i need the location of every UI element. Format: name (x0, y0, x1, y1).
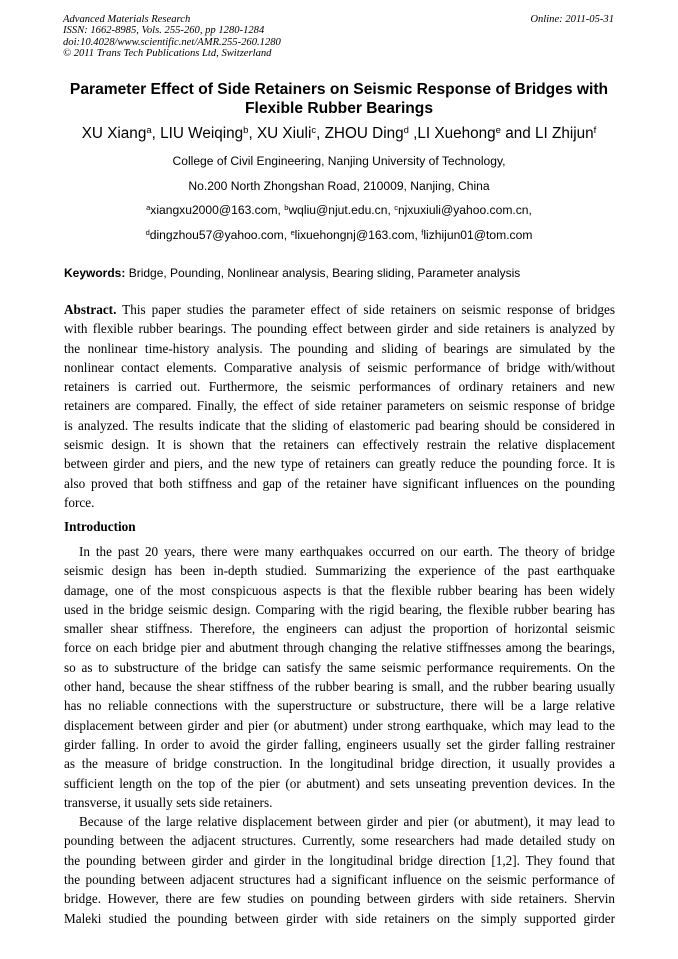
issn-line: ISSN: 1662-8985, Vols. 255-260, pp 1280-1284 (63, 25, 265, 37)
abstract-line: Abstract. This paper studies the parameter effect of side retainers on seismic response of bridges (64, 302, 615, 317)
journal-info-header (63, 14, 281, 60)
intro-line: so as to substructure of the bridge can satisfy the same seismic performance requirements. On the (64, 659, 615, 675)
email-link: xiangxu2000@163.com (150, 203, 278, 217)
author-affil-mark: a (146, 124, 152, 136)
abstract-line: retainers are compared. Finally, the effect of side retainer parameters on seismic response of bridge (64, 398, 615, 414)
intro-line: Because of the large relative displacement between girder and pier (or abutment), it may lead to (79, 814, 615, 830)
email-link: lizhijun01@tom.com (423, 228, 533, 242)
doi-line: doi:10.4028/www.scientific.net/AMR.255-260.1280 (63, 36, 281, 48)
email-link: lixuehongnj@163.com (294, 228, 415, 242)
email-line-1: $^a$xiangxu2000@163.com, $^b$wqliu@njut.edu.cn, $^c$njxuxiuli@yahoo.com.cn, (146, 202, 532, 217)
author-affil-mark: b (243, 124, 249, 136)
email-link: dingzhou57@yahoo.com (149, 228, 284, 242)
intro-line: bridge. However, there are few studies on pounding between girders with side retainers. Shervin (64, 891, 615, 907)
affiliation-line-1: College of Civil Engineering, Nanjing University of Technology, (172, 154, 506, 168)
intro-line: In the past 20 years, there were many earthquakes occurred on our earth. The theory of bridge (79, 544, 615, 559)
intro-line: seismic design has been in-depth studied. Summarizing the experience of the past earthquake (64, 563, 615, 579)
abstract-line: retainers is carried out. Furthermore, the seismic performances of ordinary retainers and new (64, 379, 615, 395)
intro-line: damage, one of the most conspicuous aspects is that the flexible rubber bearing has been widely (64, 582, 615, 598)
intro-line: sufficient length on the top of the pier (or abutment) and sets unseating prevention devices. In the (64, 775, 615, 791)
author: LIU Weiqing$^b$, (160, 124, 257, 142)
keywords (64, 266, 520, 280)
intro-line: the pounding between girder and girder in the longitudinal bridge direction [1,2]. They found that (64, 852, 615, 868)
author: LI Zhijun$^f$ (534, 124, 597, 142)
author-affil-mark: f (593, 124, 597, 136)
author-affil-mark: e (495, 124, 501, 136)
abstract-line: is analyzed. The results indicate that the sliding of elastomeric pad bearing should be considered in (64, 417, 615, 433)
introduction-body (64, 542, 615, 928)
keywords-list: Bridge, Pounding, Nonlinear analysis, Bearing sliding, Parameter analysis (125, 266, 521, 280)
abstract (64, 300, 615, 512)
email-link: njxuxiuli@yahoo.com.cn (397, 203, 529, 217)
intro-line: used in the bridge seismic design. Comparing with the rigid bearing, the flexible rubber bearing has (64, 601, 615, 617)
author: ZHOU Ding$^d$ , (324, 124, 418, 142)
abstract-line: force. (64, 494, 95, 510)
title-line-1: Parameter Effect of Side Retainers on Seismic Response of Bridges with (69, 81, 609, 98)
intro-line: pounding between the adjacent structures. Currently, some researchers had made detailed study on (64, 833, 615, 849)
abstract-label: Abstract. (64, 302, 117, 317)
intro-line: the pounding between adjacent structures had a significant influence on the seismic performance of (64, 872, 615, 888)
abstract-line: nonlinear contact elements. Comparative analysis of seismic performance of bridge with/without (64, 359, 615, 375)
intro-line: force on each bridge pier and abutment through changing the relative stiffnesses among the bearings, (64, 640, 615, 656)
intro-line: transverse, it usually sets side retainers. (64, 794, 273, 810)
author-list (30, 125, 648, 143)
abstract-line: also proved that both stiffness and gap of the retainer have significant influences on the pounding (64, 475, 615, 491)
section-heading-introduction: Introduction (64, 519, 136, 534)
abstract-line: the nonlinear time-history analysis. The pounding and sliding of bearings are simulated by the (64, 340, 615, 356)
email-link: wqliu@njut.edu.cn (288, 203, 388, 217)
journal-name: Advanced Materials Research (63, 14, 191, 25)
author-affil-mark: c (311, 124, 317, 136)
author-affil-mark: d (403, 124, 409, 136)
intro-line: Maleki studied the pounding between girder with side retainers on the simply supported girder (64, 910, 615, 926)
author: LI Xuehong$^e$ and (417, 124, 535, 142)
paper-title (40, 81, 638, 118)
intro-line: other hand, because the shear stiffness of the rubber bearing is small, and the rubber bearing usually (64, 679, 615, 695)
keywords-label: Keywords: (64, 266, 126, 280)
online-date: Online: 2011-05-31 (530, 14, 614, 25)
intro-line: smaller shear stiffness. Therefore, the engineers can adjust the proportion of horizontal seismic (64, 621, 615, 637)
intro-line: displacement between girder and pier (or abutment) under strong earthquake, which may lead to the (64, 717, 615, 733)
title-line-2: Flexible Rubber Bearings (244, 99, 434, 117)
intro-line: has no reliable connections with the superstructure or substructure, there will be a large relative (64, 698, 615, 714)
intro-line: girder falling. In order to avoid the girder falling, engineers usually set the girder falling restrainer (64, 736, 615, 752)
affiliation-line-2: No.200 North Zhongshan Road, 210009, Nanjing, China (188, 179, 490, 193)
abstract-line: between girder and piers, and the new type of retainers can greatly reduce the pounding force. It is (64, 456, 615, 472)
copyright-line: © 2011 Trans Tech Publications Ltd, Switzerland (63, 48, 272, 60)
intro-line: as the measure of bridge construction. In the longitudinal bridge direction, it usually provides a (64, 756, 615, 772)
abstract-line: seismic design. It is shown that the retainers can effectively restrain the relative displacement (64, 437, 615, 453)
author: XU Xiuli$^c$, (256, 124, 325, 142)
email-line-2: $^d$dingzhou57@yahoo.com, $^e$lixuehongnj@163.com, $^f$lizhijun01@tom.com (145, 227, 533, 242)
abstract-line: with flexible rubber bearings. The pounding effect between girder and side retainers is analyzed by (64, 321, 615, 337)
author: XU Xiang$^a$, (81, 124, 161, 142)
